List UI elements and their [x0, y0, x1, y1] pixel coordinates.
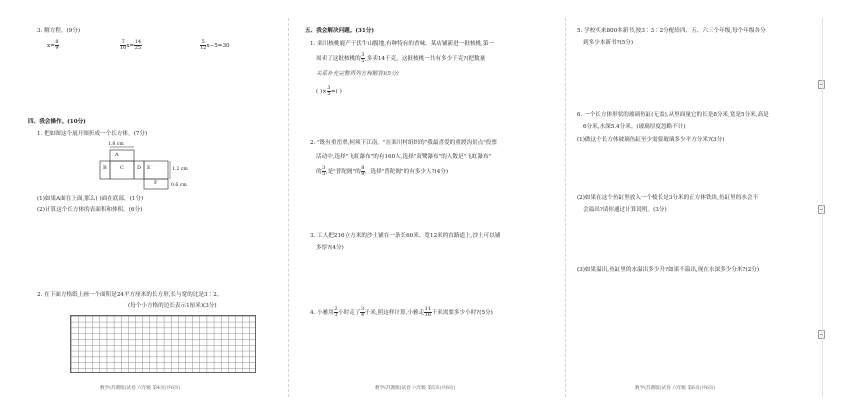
q6-part-2-line-1: (2)如果在这个鱼缸里放入一个棱长是3分米的正方体铁块,鱼缸里的水会不 — [577, 195, 759, 201]
q3-line-1: 3. 工人把216立方米的沙土铺在一条长60米、宽12米的直路道上,沙土可以铺 — [310, 233, 501, 239]
section-4-header: 四、我会操作。(10分) — [28, 119, 86, 125]
q6-part-3: (3)如果溢出,鱼缸里的水溢出多少升?如果不溢出,现在水深多少分米?(2分) — [577, 267, 760, 273]
q3-label: 3. 解方程。(9分) — [37, 28, 81, 34]
q6-part-1: (1)做这个长方体玻璃鱼缸至少需要玻璃多少平方分米?(3分) — [577, 137, 725, 143]
column-divider-2 — [565, 18, 566, 397]
q4-1-label: 1. 把如图这个展开图折成一个长方体。(7分) — [37, 131, 148, 137]
grid-paper — [70, 315, 256, 373]
equation-2: $\frac{7}{10}$ x= $\frac{14}{25}$ — [120, 39, 142, 51]
q1-line-3: 关系补充完整再列方程解答)(5分) — [316, 71, 399, 77]
page-footer-middle: 数学(苏教版)试卷 六年级 第5页(共6页) — [375, 386, 456, 391]
dim-top-label: 1.8 cm — [108, 142, 124, 147]
q1-line-1: 1. 栾川核桃鹿产于伏牛山腹地,有种特有的香味。某店铺新进一批核桃,第一 — [310, 41, 495, 47]
page-footer-left: 数学(苏教版)试卷 六年级 第4页(共6页) — [100, 386, 181, 391]
dim-bottom-label: 0.6 cm — [171, 183, 187, 188]
page-footer-right: 数学(苏教版)试卷 六年级 第6页(共6页) — [635, 386, 716, 391]
q3-line-2: 多厚?(4分) — [316, 245, 344, 251]
equation-1: x= $\frac{8}{9}$ — [47, 39, 59, 51]
face-d: D — [137, 165, 142, 171]
q2-line-3: 的 $\frac{3}{5}$ ,是"普陀阁"的 $\frac{8}{9}$ 。选择"普陀阁"的有多少人?(4分) — [316, 165, 449, 177]
section-5-header: 五、我会解决问题。(31分) — [305, 28, 375, 34]
face-c: C — [120, 165, 124, 171]
q1-line-2: 周卖了这批核桃的 $\frac{3}{5}$ ,多卖14千克。这批核桃一共有多少千克?(把数量 — [316, 52, 486, 64]
q6-line-2: 6分米,水深5.4分米。(玻璃厚度忽略不计) — [583, 124, 686, 130]
q5-line-1: 5. 学校买来800本新书,按3∶3∶2分配给四、五、六三个年级,每个年级各分 — [577, 28, 766, 34]
q5-line-2: 到多少本新书?(5分) — [583, 40, 634, 46]
face-b: B — [103, 165, 107, 171]
q4-2-label: 2. 在下面方格纸上画一个面积是24平方厘米的长方形,长与宽的比是3∶2。 — [37, 292, 223, 298]
face-a: A — [115, 152, 119, 158]
q1-blank-equation: ( )× $\frac{3}{5}$ =( ) — [316, 85, 342, 97]
q6-line-1: 6. 一个长方体形状的玻璃鱼缸(无盖),从里面量它的长是8分米,宽是5分米,高是 — [577, 112, 769, 118]
q2-line-2: 活动中,选择"飞虹瀑布"的有160人,选择"双鹭瀑布"的人数是"飞虹瀑布" — [316, 154, 492, 160]
q4-1-part-2: (2)计算这个长方体的表面积和体积。(6分) — [37, 207, 143, 213]
face-f: F — [154, 180, 158, 186]
dim-right-label: 1.2 cm — [172, 167, 188, 172]
q4-line-1: 4. 小雅用 $\frac{2}{3}$ 小时走了 $\frac{3}{4}$ 千米,照这样计算,小雅走 $\frac{11}{16}$ 千米需要多少小时?(5分) — [310, 306, 493, 318]
q4-1-part-1: (1)如果A面在上面,那么( )面在底部。(1分) — [37, 196, 144, 202]
page-edge-line — [822, 18, 823, 397]
q4-2-note: (每个小方格的边长表示1厘米)(3分) — [128, 303, 217, 309]
q2-line-1: 2. "既有重峦翠,何须下江南。"在栾川村组织的"我最喜爱的重渡沟景点"投票 — [310, 140, 497, 146]
q6-part-2-line-2: 会溢出?请你通过计算说明。(3分) — [583, 207, 667, 213]
column-divider-1 — [288, 18, 289, 397]
face-e: E — [147, 165, 151, 171]
equation-3: $\frac{5}{12}$ x−5=30 — [200, 39, 230, 51]
